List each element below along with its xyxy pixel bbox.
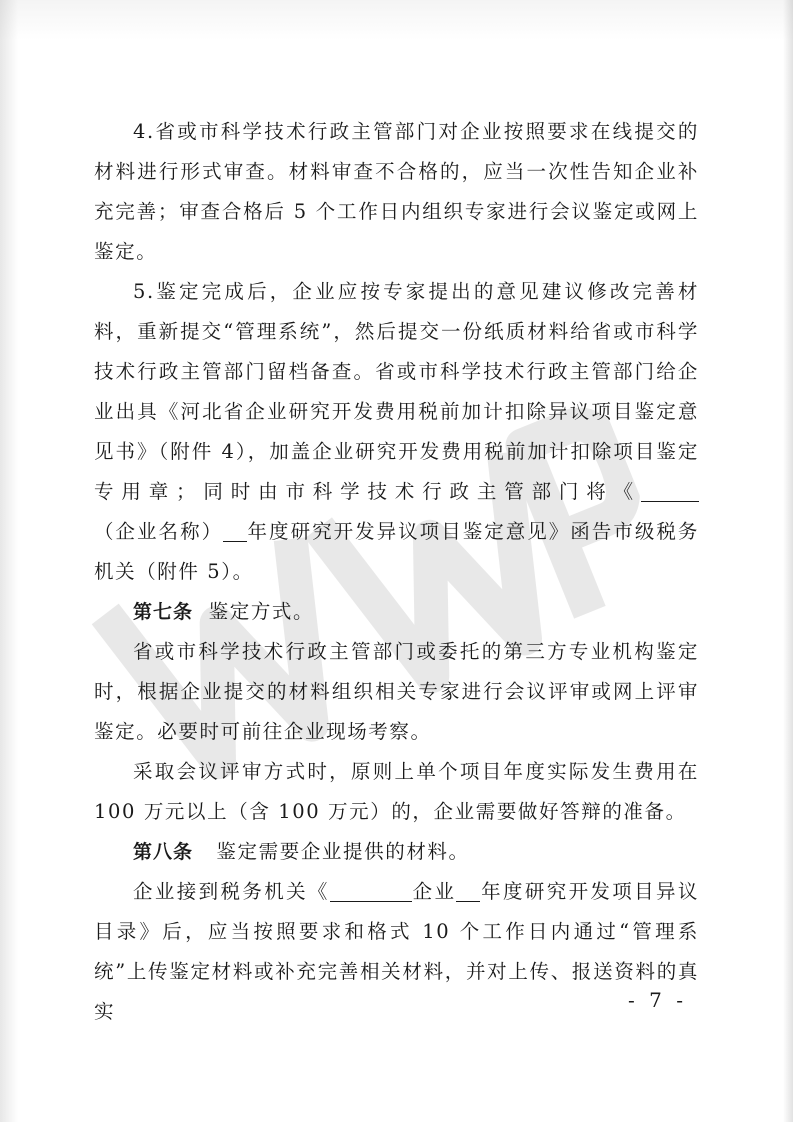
article-7-paragraph-1: 省或市科学技术行政主管部门或委托的第三方专业机构鉴定时，根据企业提交的材料组织相关专家进行会议评审或网上评审鉴定。必要时可前往企业现场考察。 (94, 640, 699, 743)
article-8-text-a: 企业接到税务机关《 (133, 880, 330, 903)
article-7-heading (94, 592, 699, 632)
paragraph-item-5-text-c: 年度研究开发异议项目鉴定意见》函告市级税务机关（附件 5）。 (94, 520, 699, 583)
article-8-text-b: 企业 (411, 880, 457, 903)
scan-edge-left (0, 0, 18, 1122)
blank-company-name (641, 479, 699, 502)
blank-tax-authority (330, 879, 412, 902)
blank-year-2 (456, 879, 480, 902)
page-number: - 7 - (628, 988, 687, 1012)
scan-edge-right (783, 0, 793, 1122)
paragraph-item-4: 4.省或市科学技术行政主管部门对企业按照要求在线提交的材料进行形式审查。材料审查不合格的，应当一次性告知企业补充完善；审查合格后 5 个工作日内组织专家进行会议鉴定或网上鉴定。 (94, 120, 699, 263)
article-8-heading (94, 832, 699, 872)
article-7-title: 第七条 (133, 601, 194, 623)
paragraph-item-5-text-a: 5.鉴定完成后，企业应按专家提出的意见建议修改完善材料，重新提交“管理系统”，然后提交一份纸质材料给省或市科学技术行政主管部门留档备查。省或市科学技术行政主管部门给企业出具《河北省企业研究开发费用税前加计扣除异议项目鉴定意见书》（附件 4），加盖企业研究开发费用税前加计扣除项目鉴定专用章；同时由市科学技术行政主管部门将《 (94, 280, 699, 503)
article-8-text-c: 年度研究开发项目异议目录》后，应当按照要求和格式 10 个工作日内通过“管理系统”上传鉴定材料或补充完善相关材料，并对上传、报送资料的真实 (94, 880, 699, 1023)
article-7-subject: 鉴定方式。 (208, 600, 315, 623)
paragraph-item-5-text-b: （企业名称） (94, 520, 224, 543)
article-8-paragraph-1 (94, 872, 699, 1032)
paragraph-item-5 (94, 272, 699, 592)
article-8-subject: 鉴定需要企业提供的材料。 (216, 840, 470, 863)
body-text (94, 112, 699, 1032)
article-8-title: 第八条 (133, 841, 194, 863)
scan-edge-top (0, 0, 793, 40)
blank-year (223, 519, 247, 542)
article-7-paragraph-2: 采取会议评审方式时，原则上单个项目年度实际发生费用在 100 万元以上（含 100 万元）的，企业需要做好答辩的准备。 (94, 760, 699, 823)
